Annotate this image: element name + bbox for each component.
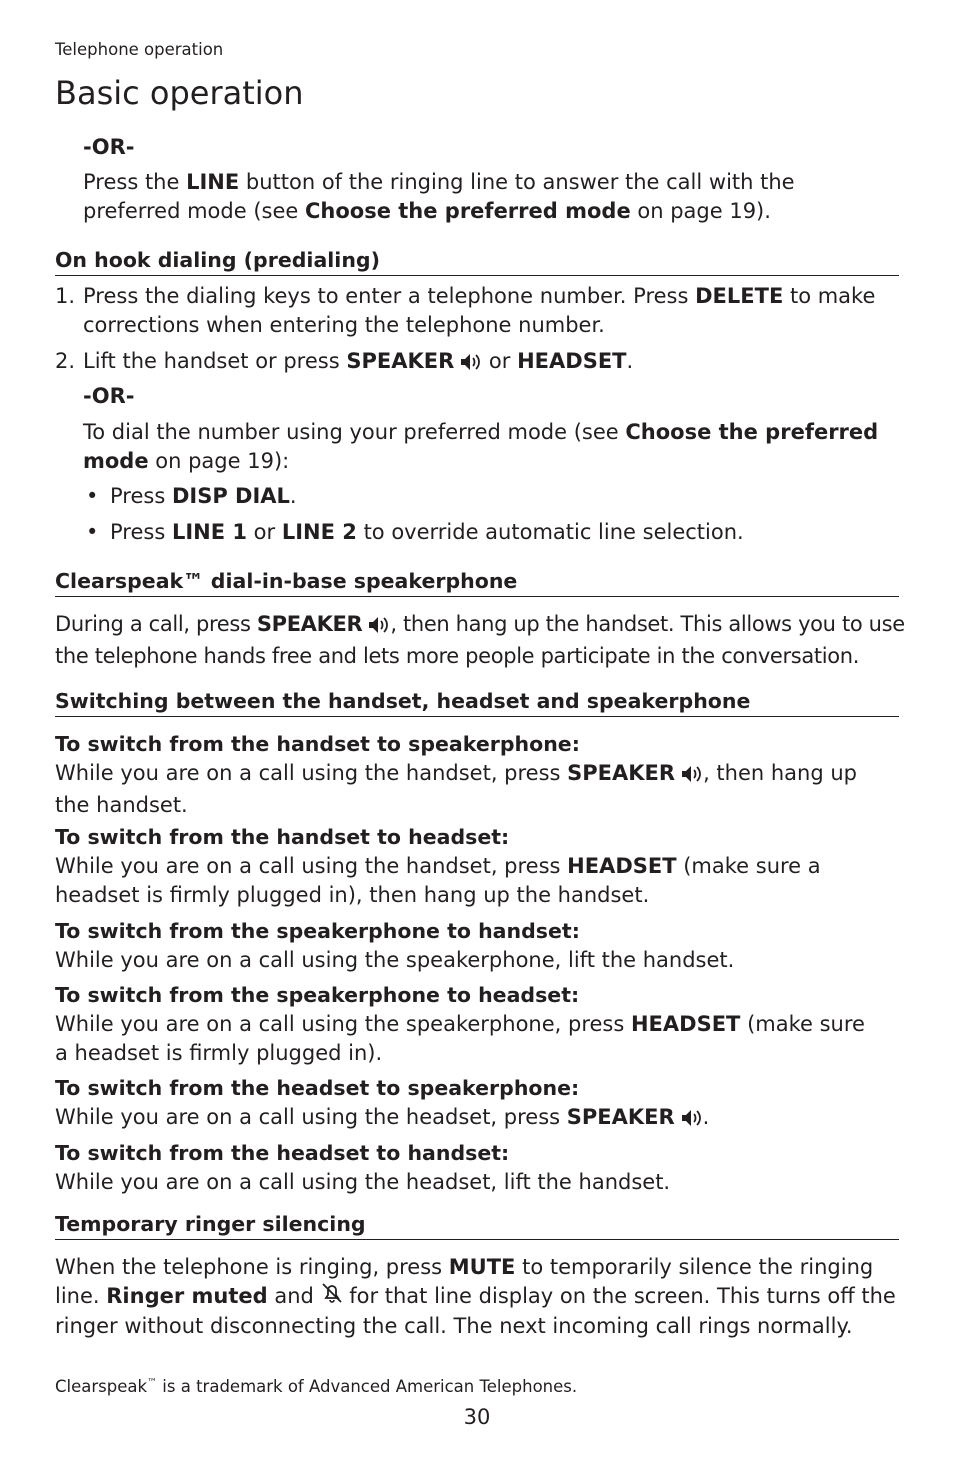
section-heading-ringer: Temporary ringer silencing: [55, 1210, 899, 1240]
subheading-handset-to-speaker: To switch from the handset to speakerphone:: [55, 732, 580, 756]
subheading-speaker-to-handset: To switch from the speakerphone to handset:: [55, 919, 580, 943]
page-title: Basic operation: [55, 74, 304, 112]
headset-to-handset-text: While you are on a call using the headset, lift the handset.: [55, 1170, 671, 1194]
speaker-icon: [681, 1106, 703, 1135]
bullet-disp-dial: Press DISP DIAL.: [110, 484, 297, 508]
ringer-paragraph: When the telephone is ringing, press MUTE to temporarily silence the ringing line. Ringer muted and for that line display on the screen. This turns off the ringer without disconnecting the call. The next incoming call rings normally.: [55, 1255, 896, 1338]
bullet-line-select: Press LINE 1 or LINE 2 to override automatic line selection.: [110, 520, 744, 544]
speaker-to-handset-text: While you are on a call using the speakerphone, lift the handset.: [55, 948, 735, 972]
running-header: Telephone operation: [55, 40, 224, 59]
or-separator-2: -OR-: [83, 384, 135, 408]
speaker-icon: [460, 350, 482, 379]
clearspeak-paragraph: During a call, press SPEAKER , then hang up the handset. This allows you to use the telephone hands free and lets more people participate in the conversation.: [55, 612, 905, 668]
subheading-handset-to-headset: To switch from the handset to headset:: [55, 825, 510, 849]
bullet-marker: •: [86, 520, 99, 544]
section-heading-clearspeak: Clearspeak™ dial-in-base speakerphone: [55, 567, 899, 597]
dial-preferred-paragraph: To dial the number using your preferred mode (see Choose the preferred mode on page 19):: [83, 420, 879, 473]
or-separator: -OR-: [83, 135, 135, 159]
subheading-headset-to-speaker: To switch from the headset to speakerphone:: [55, 1076, 580, 1100]
speaker-to-headset-text: While you are on a call using the speakerphone, press HEADSET (make sure a headset is firmly plugged in).: [55, 1012, 865, 1065]
intro-paragraph: Press the LINE button of the ringing line to answer the call with the preferred mode (see Choose the preferred mode on page 19).: [83, 170, 795, 223]
handset-to-headset-text: While you are on a call using the handset, press HEADSET (make sure a headset is firmly plugged in), then hang up the handset.: [55, 854, 821, 907]
step-number-2: 2.: [55, 349, 76, 373]
trademark-footnote: Clearspeak™ is a trademark of Advanced American Telephones.: [55, 1377, 578, 1396]
subheading-speaker-to-headset: To switch from the speakerphone to headset:: [55, 983, 580, 1007]
ringer-off-icon: [321, 1282, 343, 1312]
page-number: 30: [463, 1405, 491, 1429]
section-heading-on-hook: On hook dialing (predialing): [55, 246, 899, 276]
headset-to-speaker-text: While you are on a call using the headset, press SPEAKER .: [55, 1103, 905, 1135]
speaker-icon: [368, 613, 390, 642]
bullet-marker: •: [86, 484, 99, 508]
step-2-text: Lift the handset or press SPEAKER or HEADSET.: [83, 347, 905, 379]
speaker-icon: [681, 762, 703, 791]
step-number-1: 1.: [55, 284, 76, 308]
subheading-headset-to-handset: To switch from the headset to handset:: [55, 1141, 510, 1165]
section-heading-switching: Switching between the handset, headset and speakerphone: [55, 687, 899, 717]
step-1-text: Press the dialing keys to enter a telephone number. Press DELETE to make corrections when entering the telephone number.: [83, 284, 876, 337]
handset-to-speaker-text: While you are on a call using the handset, press SPEAKER , then hang up the handset.: [55, 761, 857, 817]
